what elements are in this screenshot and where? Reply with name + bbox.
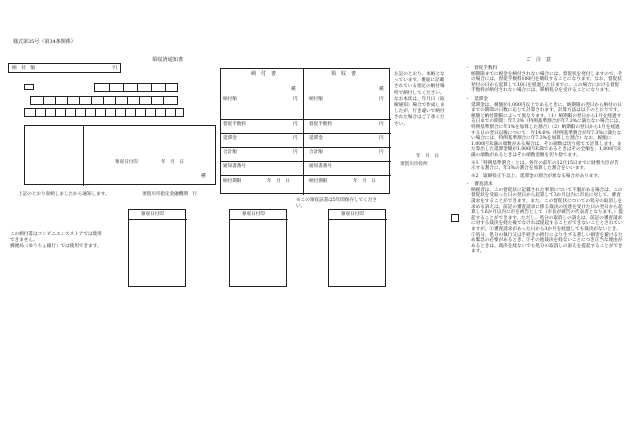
notice-b: 通知書番号 xyxy=(309,164,332,169)
item-a: 種 xyxy=(291,87,296,92)
notice-a: 通知書番号 xyxy=(223,164,246,169)
late-b: 延滞金 xyxy=(309,136,323,141)
due-date-b: 年 月 日 xyxy=(353,179,376,184)
amount-yen: 円 xyxy=(112,66,117,71)
note-body-1: 延滞金は、税額が1,000円以上であるときに、納期限の翌日から納付の日までの期間の日数に応じて計算されます。計算方法は以下のとおりです。税額と納付期限によって異なります。（1）納期限の翌日から1月を経過する日までの期間：年7.3%（特例基準割合が年7.3%に満たない場合には、特例基準割合に年1%を加算した割合）（2）納期限の翌日から1月を経過する日の翌日以後について：年14.6%（特例基準割合が年7.3%に満たない場合には、特例基準割合に年7.3%を加算した割合）なお、税額に1,000円未満の端数がある場合は、その端数は切り捨てて計算します。また算出した延滞金額が1,000円未満であるときはその全額を、1,000円未満の端数があるときはその端数金額を切り捨てます。 xyxy=(471,102,623,158)
yen-a4: 円 xyxy=(293,150,298,155)
bank-title: 須賀川市指定金融機関 行 xyxy=(142,192,198,197)
total-b: 合計額 xyxy=(309,150,323,155)
stamp-box-2 xyxy=(229,209,287,287)
stamp-label-2: 領収日付印 xyxy=(242,212,265,217)
small-seal xyxy=(451,214,459,222)
due-a: 納付期限 xyxy=(223,179,242,184)
note-body-4: 納税者は、この督促状に記載された事項について不服がある場合は、この督促状を受取った日の翌日から起算して3か月以内に市長に対して、審査請求をすることができます。また、この督促状についての処分の取消しを求める訴えは、前記の審査請求に係る裁決の送達を受けた日の翌日から起算して6か月以内に市を被告として（市長が被告の代表者となります。）提起することができます。ただし、処分の取消しの訴えは、前記の審査請求に対する裁決を経た後でなければ提起することができないこととされていますが、①審査請求があった日から3か月を経過しても裁決がないとき、②処分、処分の執行又は手続きの続行により生ずる著しい損害を避けるため緊急の必要があるとき、③その他裁決を経ないことにつき正当な理由があるときは、裁決を経ないでも処分の取消しの訴えを提起することができます。 xyxy=(471,187,623,255)
yen-b4: 円 xyxy=(379,150,384,155)
stamp-label-1: 領収日付印 xyxy=(141,212,164,217)
yen-b3: 円 xyxy=(379,136,384,141)
fee-b: 督促手数料 xyxy=(309,122,332,127)
notes-title: ご 注 意 xyxy=(526,57,552,63)
received-text: 上記のとおり収納しましたから通知します。 xyxy=(18,192,110,197)
yen-a1: 円 xyxy=(293,97,298,102)
left-receipt-date: 領収日付印 xyxy=(115,160,138,165)
stamp-label-3: 領収日付印 xyxy=(341,212,364,217)
amount-a: 納付額 xyxy=(223,97,237,102)
middle-table xyxy=(220,68,390,194)
receipt-note: ※この領収証書は5年間保存してください。 xyxy=(296,198,378,209)
notes-body xyxy=(465,66,623,255)
stamp-box-1 xyxy=(128,209,186,287)
left-seal-char: 種 xyxy=(201,174,206,179)
left-title: 領収済通知書 xyxy=(152,57,184,63)
notice-date: 年 月 日 xyxy=(416,154,439,159)
fee-a: 督促手数料 xyxy=(223,122,246,127)
account-box xyxy=(94,83,178,92)
yen-a3: 円 xyxy=(293,136,298,141)
stamp-box-3 xyxy=(328,209,386,287)
code-box xyxy=(30,96,178,105)
postal-note: 郵便局（ゆうちょ銀行）では使用できます。 xyxy=(10,244,102,249)
yen-b1: 円 xyxy=(379,97,384,102)
note-body-0: 納期限までに税金を納付されない場合には、督促状を発付しますので、その場合には、督促手数料100円を徴収することになります。なお、督促状発付の日から起算して10日を経過した日までに、この場合における督促手数料が納付されない場合には、滞納処分を受けることになります。 xyxy=(471,71,623,94)
receipt-title: 領 収 書 xyxy=(331,71,357,77)
late-a: 延滞金 xyxy=(223,136,237,141)
note-head-0: ・ 督促手数料 xyxy=(465,66,498,71)
item-b: 種 xyxy=(379,87,384,92)
notice-text: 左記のとおり、本納となっています。裏面に記載されている指定の納付場所で納付してください。なお本状は、年月日（取締通知）場合で作成しましたが、行き違いで納付された場合はご了承ください。 xyxy=(394,72,445,127)
due-b: 納付期限 xyxy=(309,179,328,184)
note-body-2: ※1「特例基準割合」とは、各年の前年の12月15日までに財務大臣が告示する割合に、年1%の割合を加算した割合をいいます。 xyxy=(471,160,619,172)
bank-stamp-area xyxy=(24,80,184,120)
receipt-left-box xyxy=(24,125,216,185)
digit-box xyxy=(24,108,184,117)
tax-notice-title: 納 付 書 xyxy=(251,71,277,77)
amount-box xyxy=(8,63,121,73)
yen-b2: 円 xyxy=(379,122,384,127)
note-body-3: ※2 取締役正午以上、延滞金の割合が異なる場合があります。 xyxy=(471,173,603,179)
due-date-a: 年 月 日 xyxy=(267,179,290,184)
amount-b: 納付額 xyxy=(309,97,323,102)
office-name: 須賀川市役所 xyxy=(400,162,428,167)
left-date: 年 月 日 xyxy=(161,160,184,165)
conv-note: この納付書はコンビニエンスストアでは使用できません。 xyxy=(10,232,102,243)
total-a: 合計額 xyxy=(223,150,237,155)
amount-label: 納 付 額 xyxy=(12,66,35,71)
form-number: 様式第35号（第34条関係） xyxy=(13,39,76,45)
yen-a2: 円 xyxy=(293,122,298,127)
note-head-1: ・ 延滞金 xyxy=(465,96,488,102)
note-head-4: ・ 審査請求 xyxy=(465,182,493,188)
